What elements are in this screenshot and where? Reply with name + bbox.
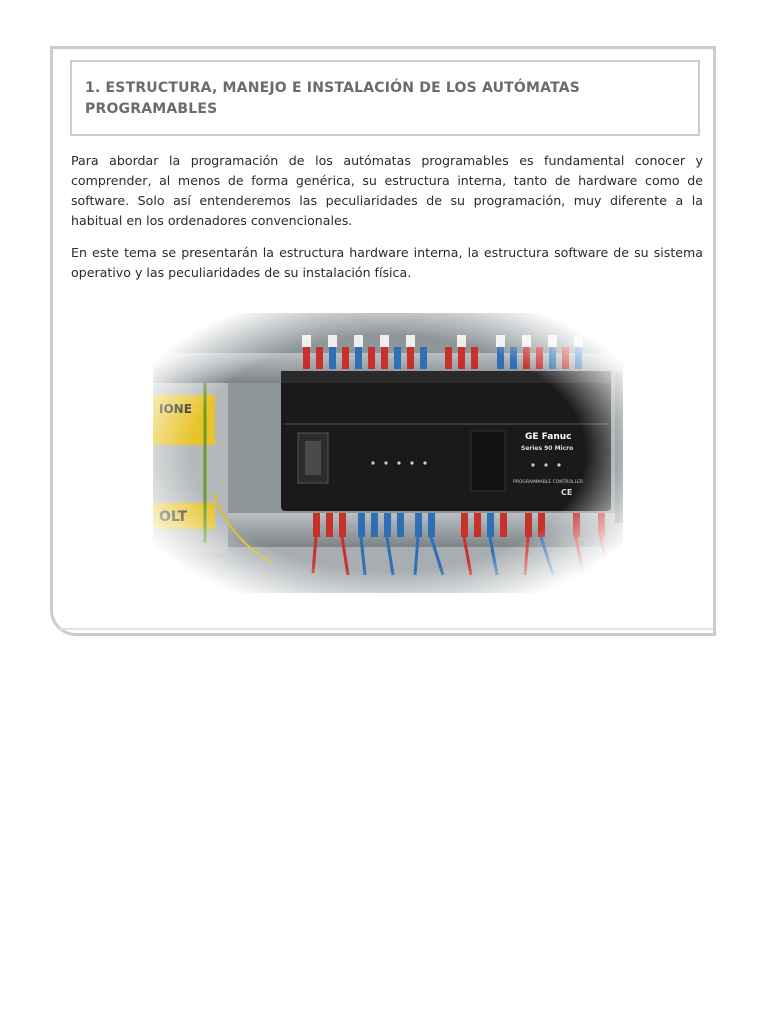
section-title: 1. ESTRUCTURA, MANEJO E INSTALACIÓN DE LOS AUTÓMATAS PROGRAMABLES [85, 80, 581, 117]
content-card [50, 46, 716, 636]
topic-paragraph: En este tema se presentarán la estructura hardware interna, la estructura software de su sistema operativo y las peculiaridades de su instalación física. [71, 245, 703, 280]
plc-photo [153, 313, 623, 593]
intro-paragraph: Para abordar la programación de los autómatas programables es fundamental conocer y comprender, al menos de forma genérica, su estructura interna, tanto de hardware como de software. Solo así entenderemos las peculiaridades de su programación, muy diferente a la habitual en los ordenadores convencionales. [71, 153, 703, 228]
photo-vignette [153, 313, 623, 593]
title-box [70, 60, 700, 136]
plc-photo-illustration [153, 313, 623, 593]
